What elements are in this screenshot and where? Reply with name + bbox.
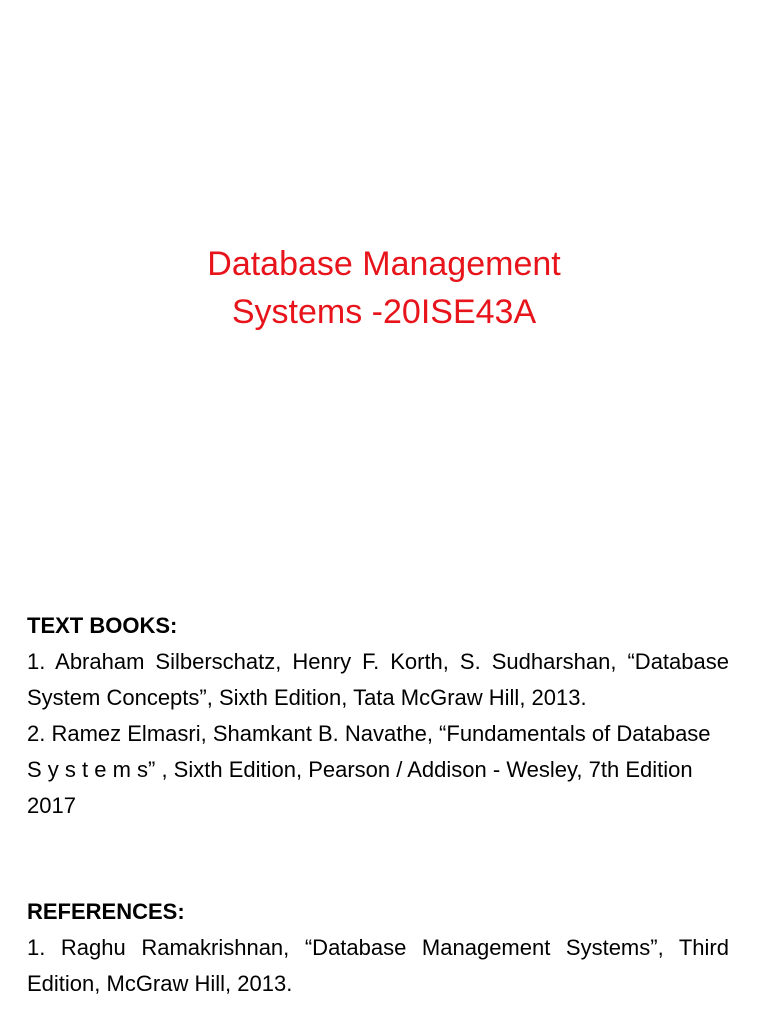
text-book-item-2: 2. Ramez Elmasri, Shamkant B. Navathe, “Fundamentals of Database S y s t e m s” , Sixth Edition, Pearson / Addison - Wesley, 7th Edition 2017 (27, 721, 711, 818)
title-line-2: Systems -20ISE43A (231, 293, 537, 331)
reference-item-1: 1. Raghu Ramakrishnan, “Database Management Systems”, Third Edition, McGraw Hill, 2013. (27, 935, 729, 996)
references-section (27, 894, 729, 1002)
text-books-heading: TEXT BOOKS: (27, 613, 178, 638)
text-books-section (27, 608, 729, 824)
title-line-1: Database Management (207, 245, 561, 283)
slide-title (0, 240, 768, 336)
text-book-item-1: 1. Abraham Silberschatz, Henry F. Korth, S. Sudharshan, “Database System Concepts”, Sixth Edition, Tata McGraw Hill, 2013. (27, 649, 729, 710)
references-heading: REFERENCES: (27, 899, 185, 924)
